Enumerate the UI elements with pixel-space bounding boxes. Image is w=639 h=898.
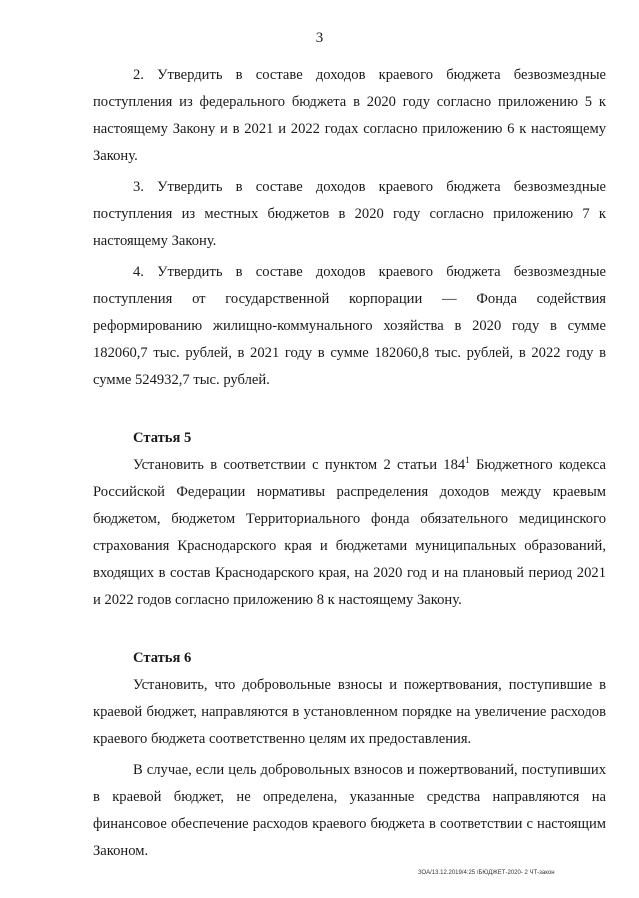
paragraph-item-2: 2. Утвердить в составе доходов краевого бюджета безвозмездные поступления из федерального бюджета в 2020 году согласно приложению 5 к настоящему Закону и в 2021 и 2022 годах согласно приложению 6 к настоящему Закону. xyxy=(93,67,606,164)
page-number: 3 xyxy=(315,30,324,46)
article-6-paragraph-2: В случае, если цель добровольных взносов и пожертвований, поступивших в краевой бюджет, не определена, указанные средства направляются на финансовое обеспечение расходов краевого бюджета в соответствии с настоящим Законом. xyxy=(93,762,606,859)
article-5-text-start: Установить в соответствии с пунктом 2 статьи 184 xyxy=(133,457,466,473)
paragraph-item-4: 4. Утвердить в составе доходов краевого бюджета безвозмездные поступления от государственной корпорации — Фонда содействия реформированию жилищно-коммунального хозяйства в 2020 году в сумме 182060,7 тыс. рублей, в 2021 году в сумме 182060,8 тыс. рублей, в 2022 году в сумме 524932,7 тыс. рублей. xyxy=(93,264,606,388)
document-footer-code: ЗОА/13.12.2019/4:25 /БЮДЖЕТ-2020- 2 ЧТ-закон xyxy=(418,870,555,876)
footnote-superscript: 1 xyxy=(465,455,470,465)
paragraph-item-3: 3. Утвердить в составе доходов краевого бюджета безвозмездные поступления из местных бюджетов в 2020 году согласно приложению 7 к настоящему Закону. xyxy=(93,179,606,249)
article-5-text-end: Бюджетного кодекса Российской Федерации нормативы распределения доходов между краевым бюджетом, бюджетом Территориального фонда обязательного медицинского страхования Краснодарского края и бюджетами муниципальных образований, входящих в состав Краснодарского края, на 2020 год и на плановый период 2021 и 2022 годов согласно приложению 8 к настоящему Закону. xyxy=(93,457,606,608)
article-6-paragraph-1: Установить, что добровольные взносы и пожертвования, поступившие в краевой бюджет, направляются в установленном порядке на увеличение расходов краевого бюджета соответственно целям их предоставления. xyxy=(93,677,606,747)
document-body xyxy=(93,62,606,865)
article-6-heading: Статья 6 xyxy=(133,650,192,666)
article-5-text xyxy=(93,452,606,614)
article-5-heading: Статья 5 xyxy=(133,430,192,446)
